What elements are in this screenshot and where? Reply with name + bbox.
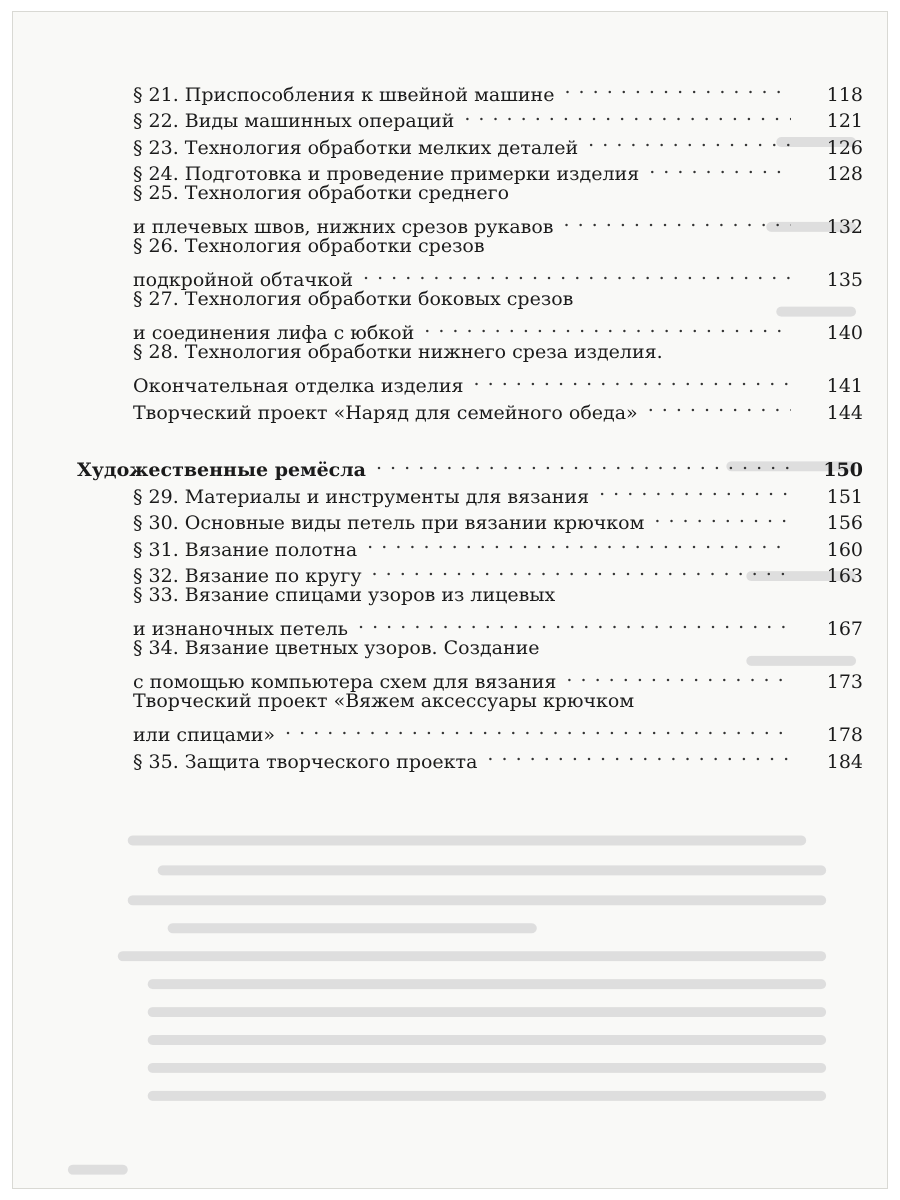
toc-entry-page: 118: [826, 83, 863, 106]
toc-entry-page: 160: [826, 538, 863, 561]
toc-entry-title: § 32. Вязание по кругу: [133, 565, 362, 587]
dot-leader: [564, 207, 792, 234]
dot-leader: [648, 392, 791, 419]
dot-leader: [363, 260, 791, 287]
toc-entry-title: с помощью компьютера схем для вязания: [133, 671, 557, 693]
toc-entry-page: 163: [826, 565, 863, 587]
toc-entry-first-line[interactable]: [133, 180, 863, 207]
toc-entry-title: и плечевых швов, нижних срезов рукавов: [133, 216, 554, 238]
toc-entry-title: § 29. Материалы и инструменты для вязания: [133, 485, 590, 508]
toc-entry-page: 121: [826, 110, 863, 132]
toc-entry[interactable]: [133, 503, 863, 534]
toc-entry[interactable]: [133, 715, 863, 746]
toc-entry[interactable]: [133, 101, 863, 132]
toc-entry-first-line[interactable]: [133, 339, 863, 366]
toc-entry-page: 151: [826, 485, 863, 508]
toc-entry-title: § 30. Основные виды петель при вязании крючком: [133, 512, 645, 534]
dot-leader: [464, 101, 791, 128]
book-page: [12, 11, 888, 1189]
toc-entry-page: 141: [826, 375, 863, 397]
toc-entry-title: § 33. Вязание спицами узоров из лицевых: [133, 584, 556, 606]
dot-leader: [566, 662, 791, 689]
dot-leader: [372, 556, 791, 583]
toc-entry[interactable]: [133, 127, 863, 159]
toc-entry-title: Творческий проект «Вяжем аксессуары крючком: [133, 690, 635, 712]
dot-leader: [654, 503, 791, 530]
toc-entry-page: 178: [826, 724, 863, 746]
toc-entry-page: 156: [826, 512, 863, 534]
toc-entry-first-line[interactable]: [133, 582, 863, 609]
toc-entry[interactable]: [133, 556, 863, 587]
dot-leader: [564, 74, 791, 101]
toc-entry[interactable]: [133, 366, 863, 397]
section-title: Художественные ремёсла: [77, 459, 366, 481]
toc-section-heading[interactable]: [77, 450, 863, 481]
toc-entry[interactable]: [133, 741, 863, 773]
toc-entry-page: 144: [826, 401, 863, 424]
toc-entry[interactable]: [133, 662, 863, 693]
toc-entry-title: или спицами»: [133, 724, 276, 746]
dot-leader: [487, 741, 791, 768]
toc-entry-title: и изнаночных петель: [133, 618, 349, 640]
toc-entry[interactable]: [133, 313, 863, 344]
toc-entry[interactable]: [133, 260, 863, 291]
toc-entry-page: 167: [826, 618, 863, 640]
toc-entry[interactable]: [133, 392, 863, 424]
dot-leader: [424, 313, 791, 340]
table-of-contents: [77, 74, 863, 773]
toc-entry-title: § 21. Приспособления к швейной машине: [133, 83, 555, 106]
dot-leader: [376, 450, 791, 477]
toc-entry-title: Творческий проект «Наряд для семейного обеда»: [133, 401, 638, 424]
dot-leader: [588, 127, 791, 154]
dot-leader: [599, 476, 791, 503]
toc-entry-title: § 27. Технология обработки боковых срезов: [133, 288, 574, 310]
dot-leader: [474, 366, 791, 393]
toc-entry-page: 126: [826, 136, 863, 159]
toc-entry-title: § 31. Вязание полотна: [133, 538, 358, 561]
toc-entry-title: § 24. Подготовка и проведение примерки изделия: [133, 163, 640, 185]
toc-entry-first-line[interactable]: [133, 286, 863, 313]
toc-entry-title: Окончательная отделка изделия: [133, 375, 464, 397]
toc-entry-page: 132: [826, 216, 863, 238]
dot-leader: [358, 609, 791, 636]
toc-entry[interactable]: [133, 529, 863, 561]
toc-entry-title: § 25. Технология обработки среднего: [133, 182, 510, 204]
toc-entry-first-line[interactable]: [133, 635, 863, 662]
section-page: 150: [823, 459, 863, 481]
toc-entry[interactable]: [133, 74, 863, 106]
dot-leader: [367, 529, 791, 556]
toc-entry[interactable]: [133, 609, 863, 640]
toc-entry-title: § 23. Технология обработки мелких деталей: [133, 136, 579, 159]
toc-entry-title: § 35. Защита творческого проекта: [133, 750, 478, 773]
toc-entry-first-line[interactable]: [133, 688, 863, 715]
toc-entry[interactable]: [133, 476, 863, 508]
toc-entry-page: 128: [826, 163, 863, 185]
toc-entry-first-line[interactable]: [133, 233, 863, 260]
toc-entry[interactable]: [133, 207, 863, 238]
toc-entry-title: § 28. Технология обработки нижнего среза изделия.: [133, 341, 663, 363]
toc-entry-title: § 26. Технология обработки срезов: [133, 235, 485, 257]
dot-leader: [649, 154, 791, 181]
toc-entry-page: 135: [826, 269, 863, 291]
toc-entry[interactable]: [133, 154, 863, 185]
toc-entry-title: и соединения лифа с юбкой: [133, 322, 415, 344]
dot-leader: [285, 715, 791, 742]
toc-entry-page: 140: [826, 322, 863, 344]
toc-entry-title: § 34. Вязание цветных узоров. Создание: [133, 637, 540, 659]
toc-entry-page: 173: [826, 671, 863, 693]
toc-entry-title: подкройной обтачкой: [133, 269, 354, 291]
toc-entry-page: 184: [826, 750, 863, 773]
toc-entry-title: § 22. Виды машинных операций: [133, 110, 455, 132]
